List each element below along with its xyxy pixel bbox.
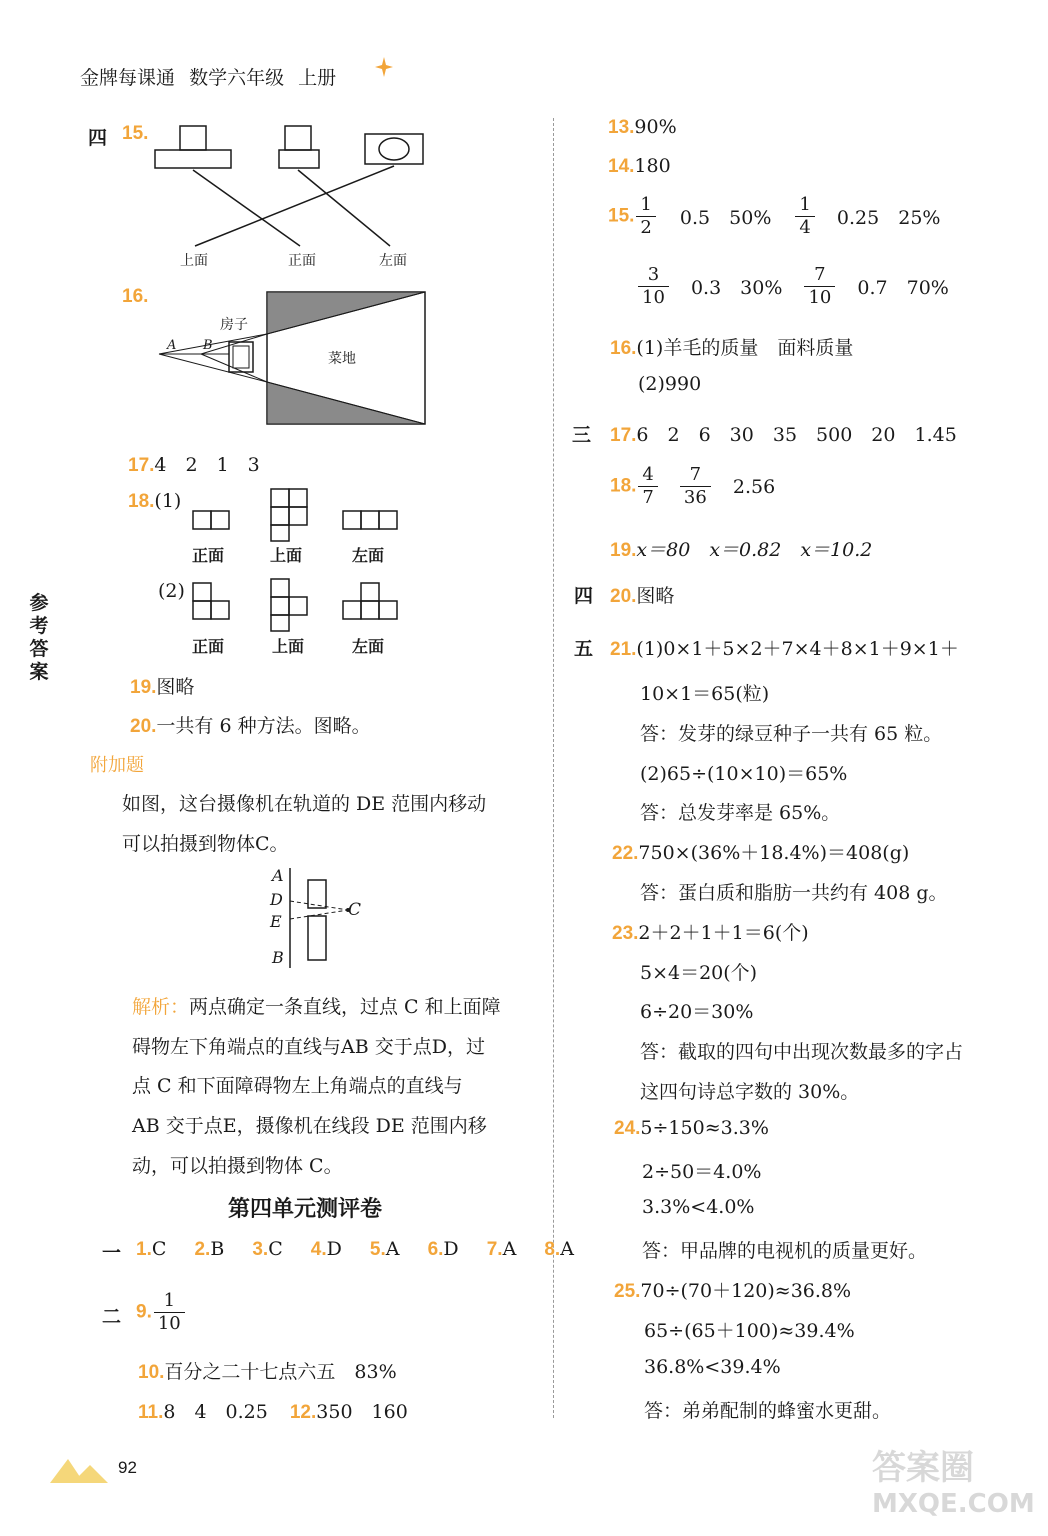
r-q15-row1-mid2: 0.25 25% xyxy=(836,207,941,229)
r-q18-frac1-den: 7 xyxy=(642,487,654,508)
mc7-number: 7. xyxy=(486,1239,503,1260)
r-q24-line3: 3.3%<4.0% xyxy=(642,1196,755,1218)
r-q25-line3: 36.8%<39.4% xyxy=(644,1356,781,1378)
mc4-number: 4. xyxy=(310,1239,327,1260)
extra-title: 附加题 xyxy=(90,755,144,776)
r-q21-row xyxy=(610,634,959,661)
mc7-answer: A xyxy=(502,1238,517,1260)
r-q15-row2 xyxy=(636,264,949,309)
r-q19-row xyxy=(610,535,872,562)
r-section-three-label: 三 xyxy=(572,424,592,446)
r-q25-line1: 70÷(70＋120)≈36.8% xyxy=(640,1280,852,1302)
q10-answer: 百分之二十七点六五 83% xyxy=(164,1361,397,1383)
r-q20-row xyxy=(610,581,674,608)
mc5-number: 5. xyxy=(369,1239,386,1260)
r-section-four-label: 四 xyxy=(574,585,594,607)
analysis-line-4: AB 交于点E，摄像机在线段 DE 范围内移 xyxy=(132,1115,487,1137)
mc3-answer: C xyxy=(268,1238,283,1260)
mc2-number: 2. xyxy=(194,1239,211,1260)
r-q15-row2-mid2: 0.7 70% xyxy=(857,277,949,299)
r-q24-line4: 答：甲品牌的电视机的质量更好。 xyxy=(642,1240,928,1262)
q16-house-label: 房子 xyxy=(220,317,248,333)
r-q18-number: 18. xyxy=(610,475,637,497)
q9-fraction xyxy=(156,1290,183,1335)
r-q18-frac-7-36 xyxy=(682,464,709,509)
q20-row xyxy=(130,711,371,738)
extra-point-c: C xyxy=(348,900,362,920)
r-q18-tail: 2.56 xyxy=(732,475,776,498)
q18-view-left-2: 左面 xyxy=(352,637,385,656)
r-q23-line4: 答：截取的四句中出现次数最多的字占 xyxy=(640,1041,964,1063)
book-title: 金牌每课通 xyxy=(80,67,176,89)
q18-view-top-2: 上面 xyxy=(272,637,305,656)
r-q15-frac1-num: 1 xyxy=(640,194,652,215)
q20-answer: 一共有 6 种方法。图略。 xyxy=(156,715,371,737)
r-q23-row xyxy=(612,918,809,945)
r-q23-line5: 这四句诗总字数的 30%。 xyxy=(640,1081,860,1103)
r-q21-line4: (2)65÷(10×10)＝65% xyxy=(640,763,848,785)
extra-line-1: 如图，这台摄像机在轨道的 DE 范围内移动 xyxy=(122,793,487,815)
mc1-answer: C xyxy=(151,1238,167,1260)
r-q21-line1: (1)0×1＋5×2＋7×4＋8×1＋9×1＋ xyxy=(636,638,959,660)
r-q15-frac-7-10 xyxy=(806,264,833,309)
r-q24-number: 24. xyxy=(614,1118,641,1139)
r-q16-number: 16. xyxy=(610,338,637,359)
r-section-five-label: 五 xyxy=(574,638,594,660)
r-q25-row xyxy=(614,1276,851,1303)
r-q15-frac-3-10 xyxy=(640,264,667,309)
extra-line-2: 可以拍摄到物体C。 xyxy=(122,833,289,855)
running-header xyxy=(80,63,336,90)
r-q19-answer: x＝80 x＝0.82 x＝10.2 xyxy=(636,539,873,561)
q10-number: 10. xyxy=(138,1362,165,1383)
q9-number: 9. xyxy=(136,1301,152,1323)
mc4-answer: D xyxy=(326,1238,342,1260)
q19-row xyxy=(130,672,194,699)
q15-label-left: 左面 xyxy=(379,253,407,269)
analysis-line-3: 点 C 和下面障碍物左上角端点的直线与 xyxy=(132,1075,463,1097)
r-q25-line2: 65÷(65＋100)≈39.4% xyxy=(644,1320,855,1342)
r-q18-frac2-num: 7 xyxy=(689,464,702,485)
r-q15-frac-quarter xyxy=(797,194,812,239)
column-divider xyxy=(553,118,554,1418)
mc8-number: 8. xyxy=(544,1239,561,1260)
q11-answer: 8 4 0.25 xyxy=(163,1401,268,1423)
r-q22-number: 22. xyxy=(612,843,639,864)
q15-number: 15. xyxy=(122,123,149,144)
extra-point-e: E xyxy=(270,912,282,931)
mc2-answer: B xyxy=(210,1238,225,1260)
analysis-line-2: 碍物左下角端点的直线与AB 交于点D，过 xyxy=(132,1036,485,1058)
r-q14-answer: 180 xyxy=(634,155,671,177)
r-q15-frac2-den: 4 xyxy=(799,217,811,238)
q11-number: 11. xyxy=(138,1402,164,1423)
q17-row xyxy=(128,450,260,477)
q11-q12-row xyxy=(138,1397,408,1424)
volume: 上册 xyxy=(298,67,337,89)
q16-point-b: B xyxy=(203,338,213,353)
q19-answer: 图略 xyxy=(156,676,195,698)
r-q18-frac-4-7 xyxy=(640,464,655,509)
mc6-answer: D xyxy=(443,1238,459,1260)
section-four-label: 四 xyxy=(88,127,108,149)
analysis-text-1: 两点确定一条直线，过点 C 和上面障 xyxy=(189,996,501,1018)
r-q17-number: 17. xyxy=(610,425,637,446)
q18-number: 18. xyxy=(128,491,155,512)
q18-view-left-1: 左面 xyxy=(352,546,385,565)
section-one-label: 一 xyxy=(102,1242,122,1264)
mc-answers-row xyxy=(136,1238,574,1261)
q20-number: 20. xyxy=(130,716,157,737)
r-q23-number: 23. xyxy=(612,923,639,944)
q18-view-front-1: 正面 xyxy=(192,546,225,565)
r-q15-frac2-num: 1 xyxy=(799,194,811,215)
q19-number: 19. xyxy=(130,677,157,698)
r-q19-number: 19. xyxy=(610,540,637,561)
q18-view-top-1: 上面 xyxy=(270,546,303,565)
q18-row xyxy=(128,490,181,513)
mc6-number: 6. xyxy=(427,1239,444,1260)
r-q21-line5: 答：总发芽率是 65%。 xyxy=(640,802,841,824)
analysis-label: 解析： xyxy=(132,996,190,1018)
mc5-answer: A xyxy=(385,1238,400,1260)
extra-camera-figure xyxy=(268,864,378,974)
r-q23-line3: 6÷20＝30% xyxy=(640,1001,754,1023)
r-q13-number: 13. xyxy=(608,117,635,138)
r-q24-line2: 2÷50＝4.0% xyxy=(642,1161,762,1183)
r-q21-number: 21. xyxy=(610,639,637,660)
side-tab: 参考答案 xyxy=(29,592,49,683)
q9-denominator: 10 xyxy=(157,1313,181,1334)
mountain-icon xyxy=(50,1453,112,1485)
q9-numerator: 1 xyxy=(163,1290,176,1311)
analysis-line-5: 动，可以拍摄到物体 C。 xyxy=(132,1155,343,1177)
q18-part2-views xyxy=(185,575,405,633)
page-number: 92 xyxy=(118,1458,137,1477)
sparkle-icon xyxy=(372,55,396,83)
section-two-label: 二 xyxy=(102,1306,122,1328)
q18-view-front-2: 正面 xyxy=(192,637,225,656)
mc8-answer: A xyxy=(560,1238,574,1260)
r-q16-line2: (2)990 xyxy=(638,373,702,395)
q10-row xyxy=(138,1357,397,1384)
r-q21-line2: 10×1＝65(粒) xyxy=(640,683,770,705)
q16-point-a: A xyxy=(167,338,177,353)
r-q15-frac1-den: 2 xyxy=(640,217,652,238)
r-q18-frac2-den: 36 xyxy=(683,487,707,508)
r-q15-row1-mid1: 0.5 50% xyxy=(679,207,772,229)
q16-field-label: 菜地 xyxy=(328,351,356,367)
r-q22-line1: 750×(36%＋18.4%)＝408(g) xyxy=(638,842,910,864)
r-q25-line4: 答：弟弟配制的蜂蜜水更甜。 xyxy=(644,1400,892,1422)
q12-answer: 350 160 xyxy=(316,1401,408,1423)
r-q23-line2: 5×4＝20(个) xyxy=(640,962,758,984)
q15-matching-figure xyxy=(150,118,440,268)
r-q18-row xyxy=(610,464,775,509)
r-q15-frac4-den: 10 xyxy=(808,287,832,308)
r-q17-answer: 6 2 6 30 35 500 20 1.45 xyxy=(636,424,957,446)
r-q14-row xyxy=(608,155,671,178)
r-q17-row xyxy=(610,420,957,447)
r-q18-frac1-num: 4 xyxy=(642,464,654,485)
r-q15-frac-half xyxy=(638,194,653,239)
r-q15-frac3-den: 10 xyxy=(642,287,665,308)
r-q15-row1 xyxy=(608,194,940,239)
mc3-number: 3. xyxy=(252,1239,269,1260)
q12-number: 12. xyxy=(289,1402,317,1423)
q18-part1: (1) xyxy=(154,490,182,512)
q15-label-top: 上面 xyxy=(180,253,208,269)
r-q16-line1: (1)羊毛的质量 面料质量 xyxy=(636,337,854,359)
q18-part2: (2) xyxy=(158,580,185,602)
r-q20-number: 20. xyxy=(610,586,637,607)
r-q21-line3: 答：发芽的绿豆种子一共有 65 粒。 xyxy=(640,723,943,745)
q18-part1-views xyxy=(185,485,405,545)
r-q14-number: 14. xyxy=(608,156,635,177)
r-q16-row1 xyxy=(610,333,853,360)
r-q15-frac3-num: 3 xyxy=(647,264,660,285)
q16-number: 16. xyxy=(122,286,149,307)
q17-number: 17. xyxy=(128,455,155,476)
r-q24-line1: 5÷150≈3.3% xyxy=(640,1117,769,1139)
r-q13-answer: 90% xyxy=(634,116,677,138)
r-q22-line2: 答：蛋白质和脂肪一共约有 408 g。 xyxy=(640,882,948,904)
unit-title: 第四单元测评卷 xyxy=(228,1197,383,1222)
r-q23-line1: 2＋2＋1＋1＝6(个) xyxy=(638,922,809,944)
q17-answer: 4 2 1 3 xyxy=(154,454,260,476)
r-q24-row xyxy=(614,1117,769,1140)
q15-label-front: 正面 xyxy=(288,253,316,269)
mc1-number: 1. xyxy=(136,1239,152,1260)
r-q15-row2-mid1: 0.3 30% xyxy=(690,277,783,299)
r-q25-number: 25. xyxy=(614,1281,641,1302)
extra-point-b: B xyxy=(272,948,284,967)
watermark: 答案圈 MXQE.COM xyxy=(872,1448,1035,1519)
q9-row xyxy=(136,1290,187,1335)
extra-point-d: D xyxy=(270,890,283,909)
q16-house-field-figure xyxy=(155,288,430,428)
r-q22-row xyxy=(612,838,909,865)
subject: 数学六年级 xyxy=(189,67,285,89)
r-q13-row xyxy=(608,116,677,139)
analysis-line-1 xyxy=(132,992,501,1019)
r-q15-frac4-num: 7 xyxy=(814,264,826,285)
extra-point-a: A xyxy=(272,866,284,885)
r-q15-number: 15. xyxy=(608,205,635,227)
r-q20-answer: 图略 xyxy=(636,585,675,607)
